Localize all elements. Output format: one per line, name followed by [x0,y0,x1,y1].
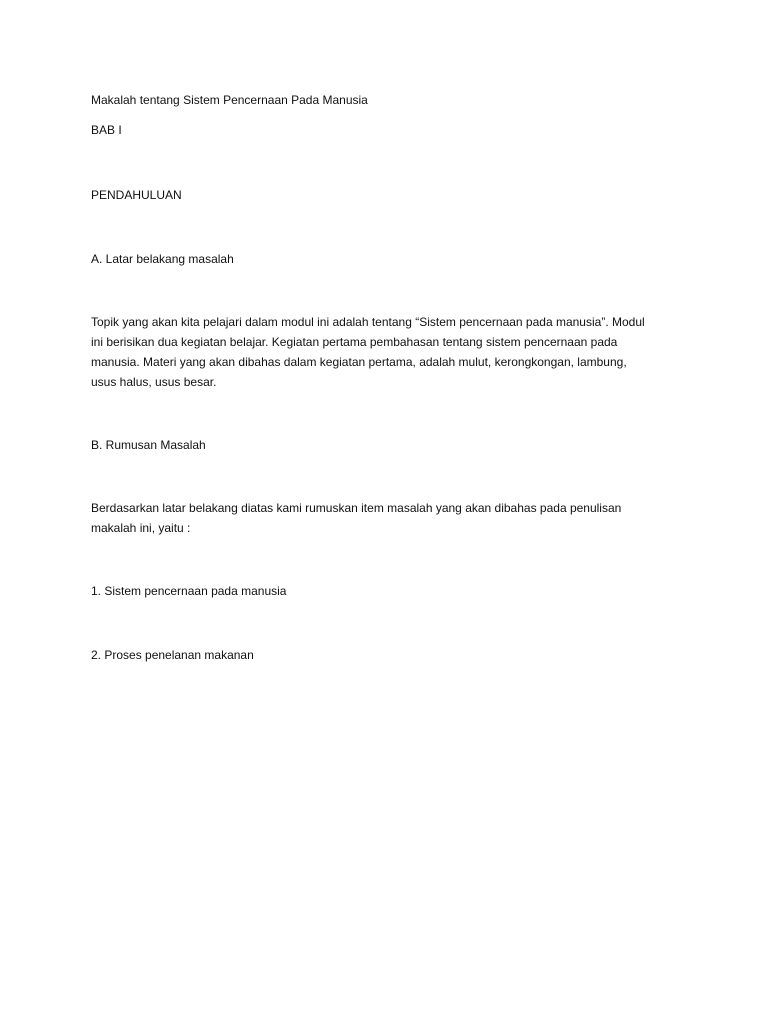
paragraph-line: ini berisikan dua kegiatan belajar. Kegiatan pertama pembahasan tentang sistem pencernaan pada [91,335,618,349]
list-item: 1. Sistem pencernaan pada manusia [91,584,287,598]
paragraph-line: Berdasarkan latar belakang diatas kami rumuskan item masalah yang akan dibahas pada penulisan [91,501,622,515]
section-b-paragraph [91,498,681,538]
document-title: Makalah tentang Sistem Pencernaan Pada Manusia [91,93,368,107]
chapter-label: BAB I [91,123,122,137]
paragraph-line: Topik yang akan kita pelajari dalam modul ini adalah tentang “Sistem pencernaan pada manusia”. Modul [91,315,645,329]
paragraph-line: usus halus, usus besar. [91,375,217,389]
paragraph-line: manusia. Materi yang akan dibahas dalam kegiatan pertama, adalah mulut, kerongkongan, lambung, [91,355,627,369]
list-item: 2. Proses penelanan makanan [91,648,254,662]
section-a-paragraph [91,312,681,392]
section-b-heading: B. Rumusan Masalah [91,438,206,452]
paragraph-line: makalah ini, yaitu : [91,521,191,535]
chapter-title: PENDAHULUAN [91,188,182,202]
section-a-heading: A. Latar belakang masalah [91,252,234,266]
